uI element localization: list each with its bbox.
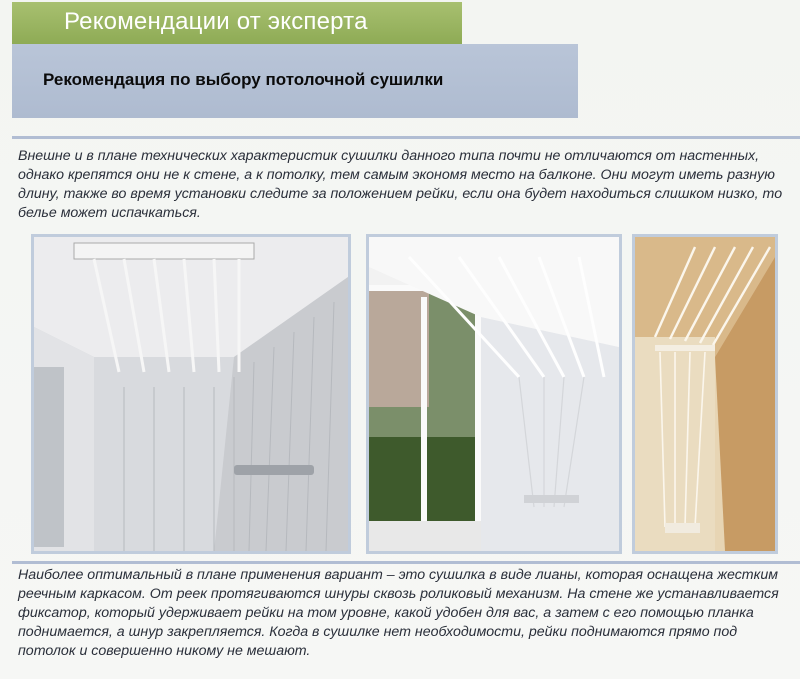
photo-ceiling-dryer-wood-panels: [632, 234, 778, 554]
photo-image-icon: [369, 237, 619, 551]
body-paragraph: Наиболее оптимальный в плане применения вариант – это сушилка в виде лианы, которая оснащена жестким реечным каркасом. От реек протягиваются шнуры сквозь роликовый механизм. На стене же устанавливается фиксатор, который удерживает рейки на том уровне, какой удобен для вас, а затем с его помощью планка поднимается, а шнур закрепляется. Когда в сушилке нет необходимости, рейки поднимаются прямо под потолок и совершенно никому не мешают.: [18, 567, 779, 659]
article-subtitle: Рекомендация по выбору потолочной сушилки: [43, 70, 444, 89]
divider-bottom: [12, 561, 800, 564]
section-title: Рекомендации от эксперта: [64, 8, 368, 35]
divider-top: [12, 136, 800, 139]
photo-image-icon: [635, 237, 775, 551]
photo-image-icon: [34, 237, 348, 551]
photo-ceiling-dryer-window: [366, 234, 622, 554]
section-header-band: [12, 2, 462, 44]
intro-paragraph: Внешне и в плане технических характеристик сушилки данного типа почти не отличаются от настенных, однако крепятся они не к стене, а к потолку, тем самым экономя место на балконе. Они могут иметь разную длину, также во время установки следите за положением рейки, если она будет находиться слишком низко, то белье может испачкаться.: [18, 148, 783, 221]
photo-ceiling-dryer-white-balcony: [31, 234, 351, 554]
subtitle-band: [12, 44, 578, 118]
